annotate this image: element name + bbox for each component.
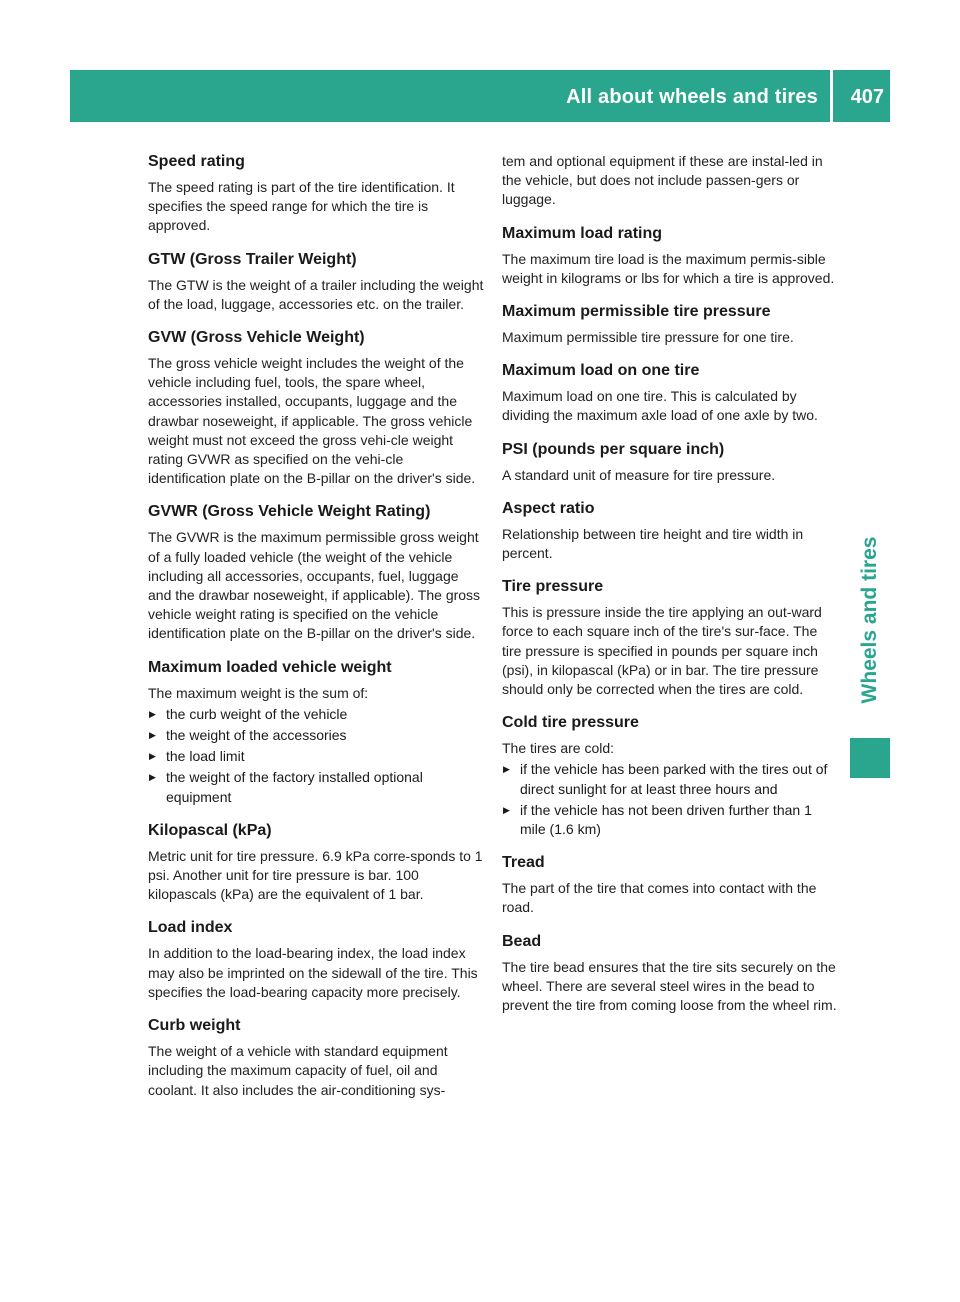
- chapter-side-tab: [850, 520, 890, 720]
- section-text: In addition to the load-bearing index, the load index may also be imprinted on the sidewall of the tire. This specifies the load-bearing capacity more precisely.: [148, 945, 478, 1000]
- section-text: The tires are cold:: [502, 740, 615, 757]
- bullet-list: [148, 705, 484, 807]
- section-heading: Aspect ratio: [502, 499, 595, 517]
- section-text: The maximum tire load is the maximum permis-sible weight in kilograms or lbs for which a tire is approved.: [502, 250, 835, 286]
- section-text: The GTW is the weight of a trailer including the weight of the load, luggage, accessories etc. on the trailer.: [148, 276, 484, 312]
- section-text: The speed rating is part of the tire identification. It specifies the speed range for which the tire is approved.: [148, 179, 455, 234]
- section-heading: Maximum load rating: [502, 224, 663, 242]
- section-heading: Kilopascal (kPa): [148, 821, 272, 839]
- section-text: The tire bead ensures that the tire sits securely on the wheel. There are several steel wires in the bead to prevent the tire from coming loose from the wheel rim.: [502, 958, 837, 1014]
- list-item: ▶ if the vehicle has been parked with the tires out of direct sunlight for at least three hours and: [502, 760, 838, 798]
- left-column: [148, 152, 484, 1100]
- section-text: Metric unit for tire pressure. 6.9 kPa corre-sponds to 1 psi. Another unit for tire pressure is bar. 100 kilopascals (kPa) are the equivalent of 1 bar.: [148, 847, 483, 903]
- section-text: The GVWR is the maximum permissible gross weight of a fully loaded vehicle (the weight of the vehicle including all accessories, occupants, fuel, luggage and the drawbar noseweight, if applicable). The gross vehicle weight rating is specified on the vehicle identification plate on the B-pillar on the driver's side.: [148, 529, 481, 642]
- section-text: This is pressure inside the tire applying an out-ward force to each square inch of the tire's sur-face. The tire pressure is specified in pounds per square inch (psi), in kilopascal (kPa) or in bar. The tire pressure should only be corrected when the tires are cold.: [502, 604, 822, 698]
- section-heading: GVW (Gross Vehicle Weight): [148, 329, 365, 347]
- chapter-marker-square: [850, 738, 890, 778]
- list-item: ▶ the weight of the accessories: [148, 726, 484, 745]
- chapter-side-tab-label: Wheels and tires: [858, 536, 881, 704]
- section-heading: Speed rating: [148, 153, 245, 170]
- right-column: [502, 152, 838, 1015]
- list-item: ▶ the weight of the factory installed optional equipment: [148, 768, 484, 806]
- page-header-title: All about wheels and tires: [566, 86, 818, 108]
- section-text: The maximum weight is the sum of:: [148, 684, 369, 701]
- section-heading: Maximum load on one tire: [502, 362, 700, 380]
- list-item: ▶ if the vehicle has not been driven further than 1 mile (1.6 km): [502, 801, 838, 839]
- section-heading: Tire pressure: [502, 578, 604, 596]
- section-heading: Maximum permissible tire pressure: [502, 303, 771, 321]
- section-heading: Load index: [148, 919, 233, 937]
- section-heading: Bead: [502, 932, 542, 950]
- section-text: Relationship between tire height and tire width in percent.: [502, 525, 804, 562]
- section-heading: Cold tire pressure: [502, 714, 639, 732]
- section-text: The weight of a vehicle with standard equipment including the maximum capacity of fuel, oil and coolant. It also includes the air-conditioning sys-: [148, 1043, 448, 1098]
- page-number: 407: [850, 86, 884, 108]
- section-text: The gross vehicle weight includes the weight of the vehicle including fuel, tools, the spare wheel, accessories installed, occupants, luggage and the drawbar noseweight, if applicable. The gross vehicle weight must not exceed the gross vehi-cle weight rating GVWR as specified on the vehi-cle identification plate on the B-pillar on the driver's side.: [148, 355, 476, 487]
- list-item: ▶ the curb weight of the vehicle: [148, 705, 484, 724]
- section-heading: PSI (pounds per square inch): [502, 440, 725, 458]
- section-text: tem and optional equipment if these are instal-led in the vehicle, but does not include passen-gers or luggage.: [502, 153, 823, 208]
- header-divider: [830, 70, 833, 122]
- list-item: ▶ the load limit: [148, 747, 484, 766]
- section-text: Maximum permissible tire pressure for one tire.: [502, 329, 794, 346]
- section-heading: Curb weight: [148, 1017, 241, 1035]
- section-heading: GVWR (Gross Vehicle Weight Rating): [148, 503, 431, 521]
- section-text: The part of the tire that comes into contact with the road.: [502, 880, 817, 916]
- section-heading: Maximum loaded vehicle weight: [148, 658, 392, 676]
- bullet-list: [502, 760, 838, 839]
- section-text: Maximum load on one tire. This is calculated by dividing the maximum axle load of one axle by two.: [502, 388, 818, 424]
- section-heading: Tread: [502, 854, 545, 872]
- section-heading: GTW (Gross Trailer Weight): [148, 250, 357, 268]
- section-text: A standard unit of measure for tire pressure.: [502, 466, 776, 483]
- page-header-bar: [70, 70, 890, 122]
